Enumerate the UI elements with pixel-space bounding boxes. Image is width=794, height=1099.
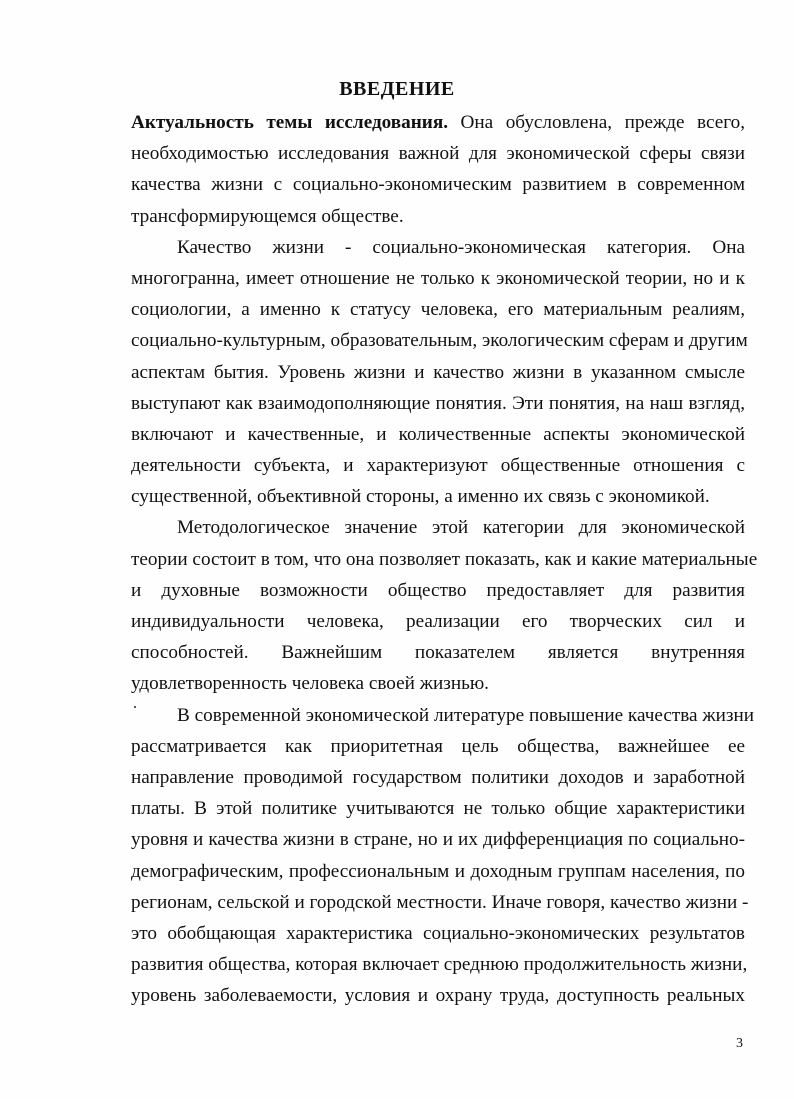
paragraph-line	[131, 107, 745, 138]
paragraph-line: многогранна, имеет отношение не только к экономической теории, но и к	[131, 267, 745, 289]
paragraph-line: удовлетворенность человека своей жизнью.	[131, 673, 489, 695]
paragraph-line: уровень заболеваемости, условия и охрану труда, доступность реальных	[131, 985, 745, 1007]
paragraph-line: включают и качественные, и количественные аспекты экономической	[131, 423, 745, 445]
paragraph-line: и духовные возможности общество предоставляет для развития	[131, 579, 745, 601]
paragraph-line: Методологическое значение этой категории для экономической	[177, 517, 745, 539]
paragraph-line: необходимостью исследования важной для экономической сферы связи	[131, 143, 745, 165]
lead-bold-phrase: Актуальность темы исследования.	[131, 112, 449, 133]
paragraph-line: теории состоит в том, что она позволяет показать, как и какие материальные	[131, 548, 758, 570]
paragraph-line: существенной, объективной стороны, а именно их связь с экономикой.	[131, 486, 710, 508]
lead-line-rest: Она обусловлена, прежде всего,	[448, 112, 745, 133]
paragraph-line: выступают как взаимодополняющие понятия. Эти понятия, на наш взгляд,	[131, 392, 745, 414]
body-text	[131, 107, 758, 1011]
paragraph-line: развития общества, которая включает среднюю продолжительность жизни,	[131, 954, 748, 976]
page-number: 3	[736, 1036, 743, 1051]
paragraph-line: социально-культурным, образовательным, экологическим сферам и другим	[131, 330, 748, 352]
paragraph-line: регионам, сельской и городской местности. Иначе говоря, качество жизни -	[131, 891, 749, 913]
paragraph-line: уровня и качества жизни в стране, но и их дифференциация по социально-	[131, 829, 745, 851]
scan-speck	[134, 706, 136, 708]
paragraph-line: В современной экономической литературе повышение качества жизни	[177, 704, 755, 726]
paragraph-line: индивидуальности человека, реализации его творческих сил и	[131, 611, 745, 632]
paragraph-line: качества жизни с социально-экономическим развитием в современном	[131, 174, 745, 196]
section-heading: ВВЕДЕНИЕ	[339, 78, 455, 100]
paragraph-line: направление проводимой государством политики доходов и заработной	[131, 766, 745, 788]
paragraph-line: Качество жизни - социально-экономическая категория. Она	[177, 236, 745, 258]
paragraph-line: платы. В этой политике учитываются не только общие характеристики	[131, 798, 745, 820]
paragraph-line: демографическим, профессиональным и доходным группам населения, по	[131, 860, 745, 882]
paragraph-line: это обобщающая характеристика социально-экономических результатов	[131, 922, 745, 944]
paragraph-line: аспектам бытия. Уровень жизни и качество жизни в указанном смысле	[131, 361, 745, 383]
paragraph-line: деятельности субъекта, и характеризуют общественные отношения с	[131, 455, 745, 477]
paragraph-line: социологии, а именно к статусу человека, его материальным реалиям,	[131, 299, 745, 321]
paragraph-line: трансформирующемся обществе.	[131, 205, 404, 227]
paragraph-line: способностей. Важнейшим показателем является внутренняя	[131, 642, 745, 664]
paragraph-line: рассматривается как приоритетная цель общества, важнейшее ее	[131, 735, 745, 757]
